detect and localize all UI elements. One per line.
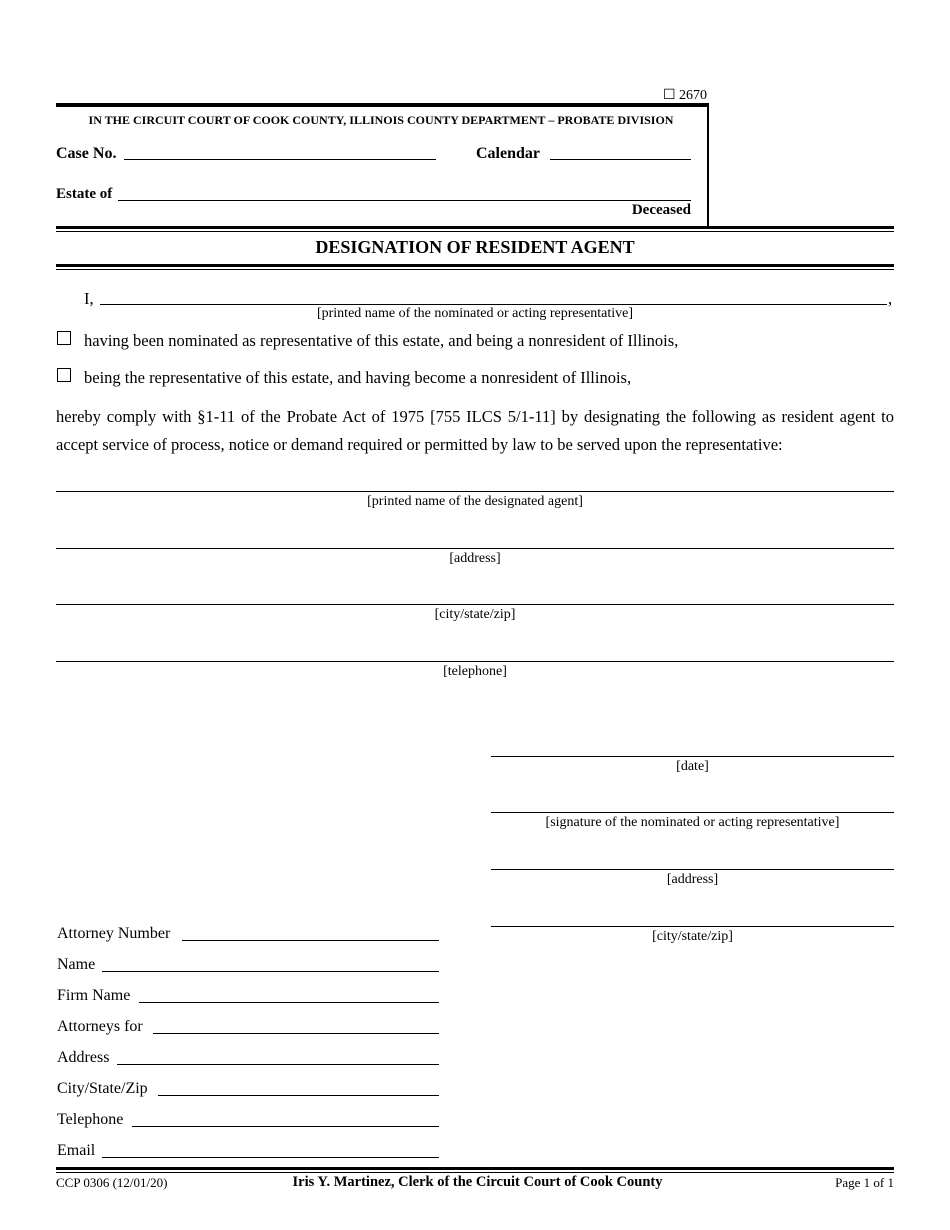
signature-caption: [signature of the nominated or acting representative] [545,815,840,830]
rep-address-caption: [address] [666,872,719,887]
signature-field[interactable] [491,812,894,813]
attorney-name-label: Name [57,956,96,973]
form-number: ☐ 2670 [662,88,707,103]
attorney-city-state-zip-label: City/State/Zip [57,1080,148,1097]
agent-telephone-caption: [telephone] [443,664,507,679]
form-title: DESIGNATION OF RESIDENT AGENT [315,237,635,257]
agent-name-caption: [printed name of the designated agent] [367,494,583,509]
rep-city-state-zip-field[interactable] [491,926,894,927]
attorney-address-field[interactable] [117,1064,439,1065]
footer-form-code: CCP 0306 (12/01/20) [56,1175,168,1190]
title-top-rule-thin [56,231,894,232]
attorney-telephone-label: Telephone [57,1111,124,1128]
footer-page-number: Page 1 of 1 [835,1175,894,1190]
agent-address-field[interactable] [56,548,894,549]
court-header: IN THE CIRCUIT COURT OF COOK COUNTY, ILLINOIS COUNTY DEPARTMENT – PROBATE DIVISION [88,113,674,127]
firm-name-label: Firm Name [57,987,131,1004]
estate-of-field[interactable] [118,200,691,201]
agent-city-state-zip-caption: [city/state/zip] [434,607,516,622]
estate-of-label: Estate of [56,186,113,202]
date-caption: [date] [676,759,709,774]
title-bottom-rule-thin [56,269,894,270]
attorneys-for-field[interactable] [153,1033,439,1034]
representative-name-caption: [printed name of the nominated or acting representative] [316,306,634,321]
agent-name-field[interactable] [56,491,894,492]
header-right-rule [707,107,709,227]
deceased-label: Deceased [631,202,691,218]
case-no-field[interactable] [124,159,436,160]
nominated-option-text: having been nominated as representative of this estate, and being a nonresident of Illinois, [84,331,679,350]
nominated-checkbox[interactable] [57,331,71,345]
header-top-rule [56,103,709,107]
intro-prefix: I, [84,289,94,308]
footer-rule-thin [56,1172,894,1173]
attorney-number-field[interactable] [182,940,439,941]
calendar-label: Calendar [476,145,540,162]
attorney-city-state-zip-field[interactable] [158,1095,439,1096]
rep-address-field[interactable] [491,869,894,870]
footer-rule-thick [56,1167,894,1170]
agent-city-state-zip-field[interactable] [56,604,894,605]
representative-name-field[interactable] [100,304,887,305]
representative-option-text: being the representative of this estate, and having become a nonresident of Illinois, [84,368,632,387]
agent-address-caption: [address] [449,551,501,566]
agent-telephone-field[interactable] [56,661,894,662]
intro-suffix: , [888,289,893,308]
title-bottom-rule-thick [56,264,894,267]
firm-name-field[interactable] [139,1002,439,1003]
compliance-statement: hereby comply with §1-11 of the Probate Act of 1975 [755 ILCS 5/1-11] by designating the following as resident agent to accept service of process, notice or demand required or permitted by law to be served upon the representative: [56,407,894,454]
representative-checkbox[interactable] [57,368,71,382]
attorney-email-field[interactable] [102,1157,439,1158]
footer-clerk: Iris Y. Martinez, Clerk of the Circuit Court of Cook County [292,1174,663,1190]
attorney-name-field[interactable] [102,971,439,972]
attorney-address-label: Address [57,1049,110,1066]
attorney-telephone-field[interactable] [132,1126,439,1127]
date-field[interactable] [491,756,894,757]
attorneys-for-label: Attorneys for [57,1018,143,1035]
title-top-rule-thick [56,226,894,229]
rep-city-state-zip-caption: [city/state/zip] [652,929,733,944]
case-no-label: Case No. [56,145,117,162]
calendar-field[interactable] [550,159,691,160]
attorney-number-label: Attorney Number [57,925,171,942]
attorney-email-label: Email [57,1142,96,1159]
